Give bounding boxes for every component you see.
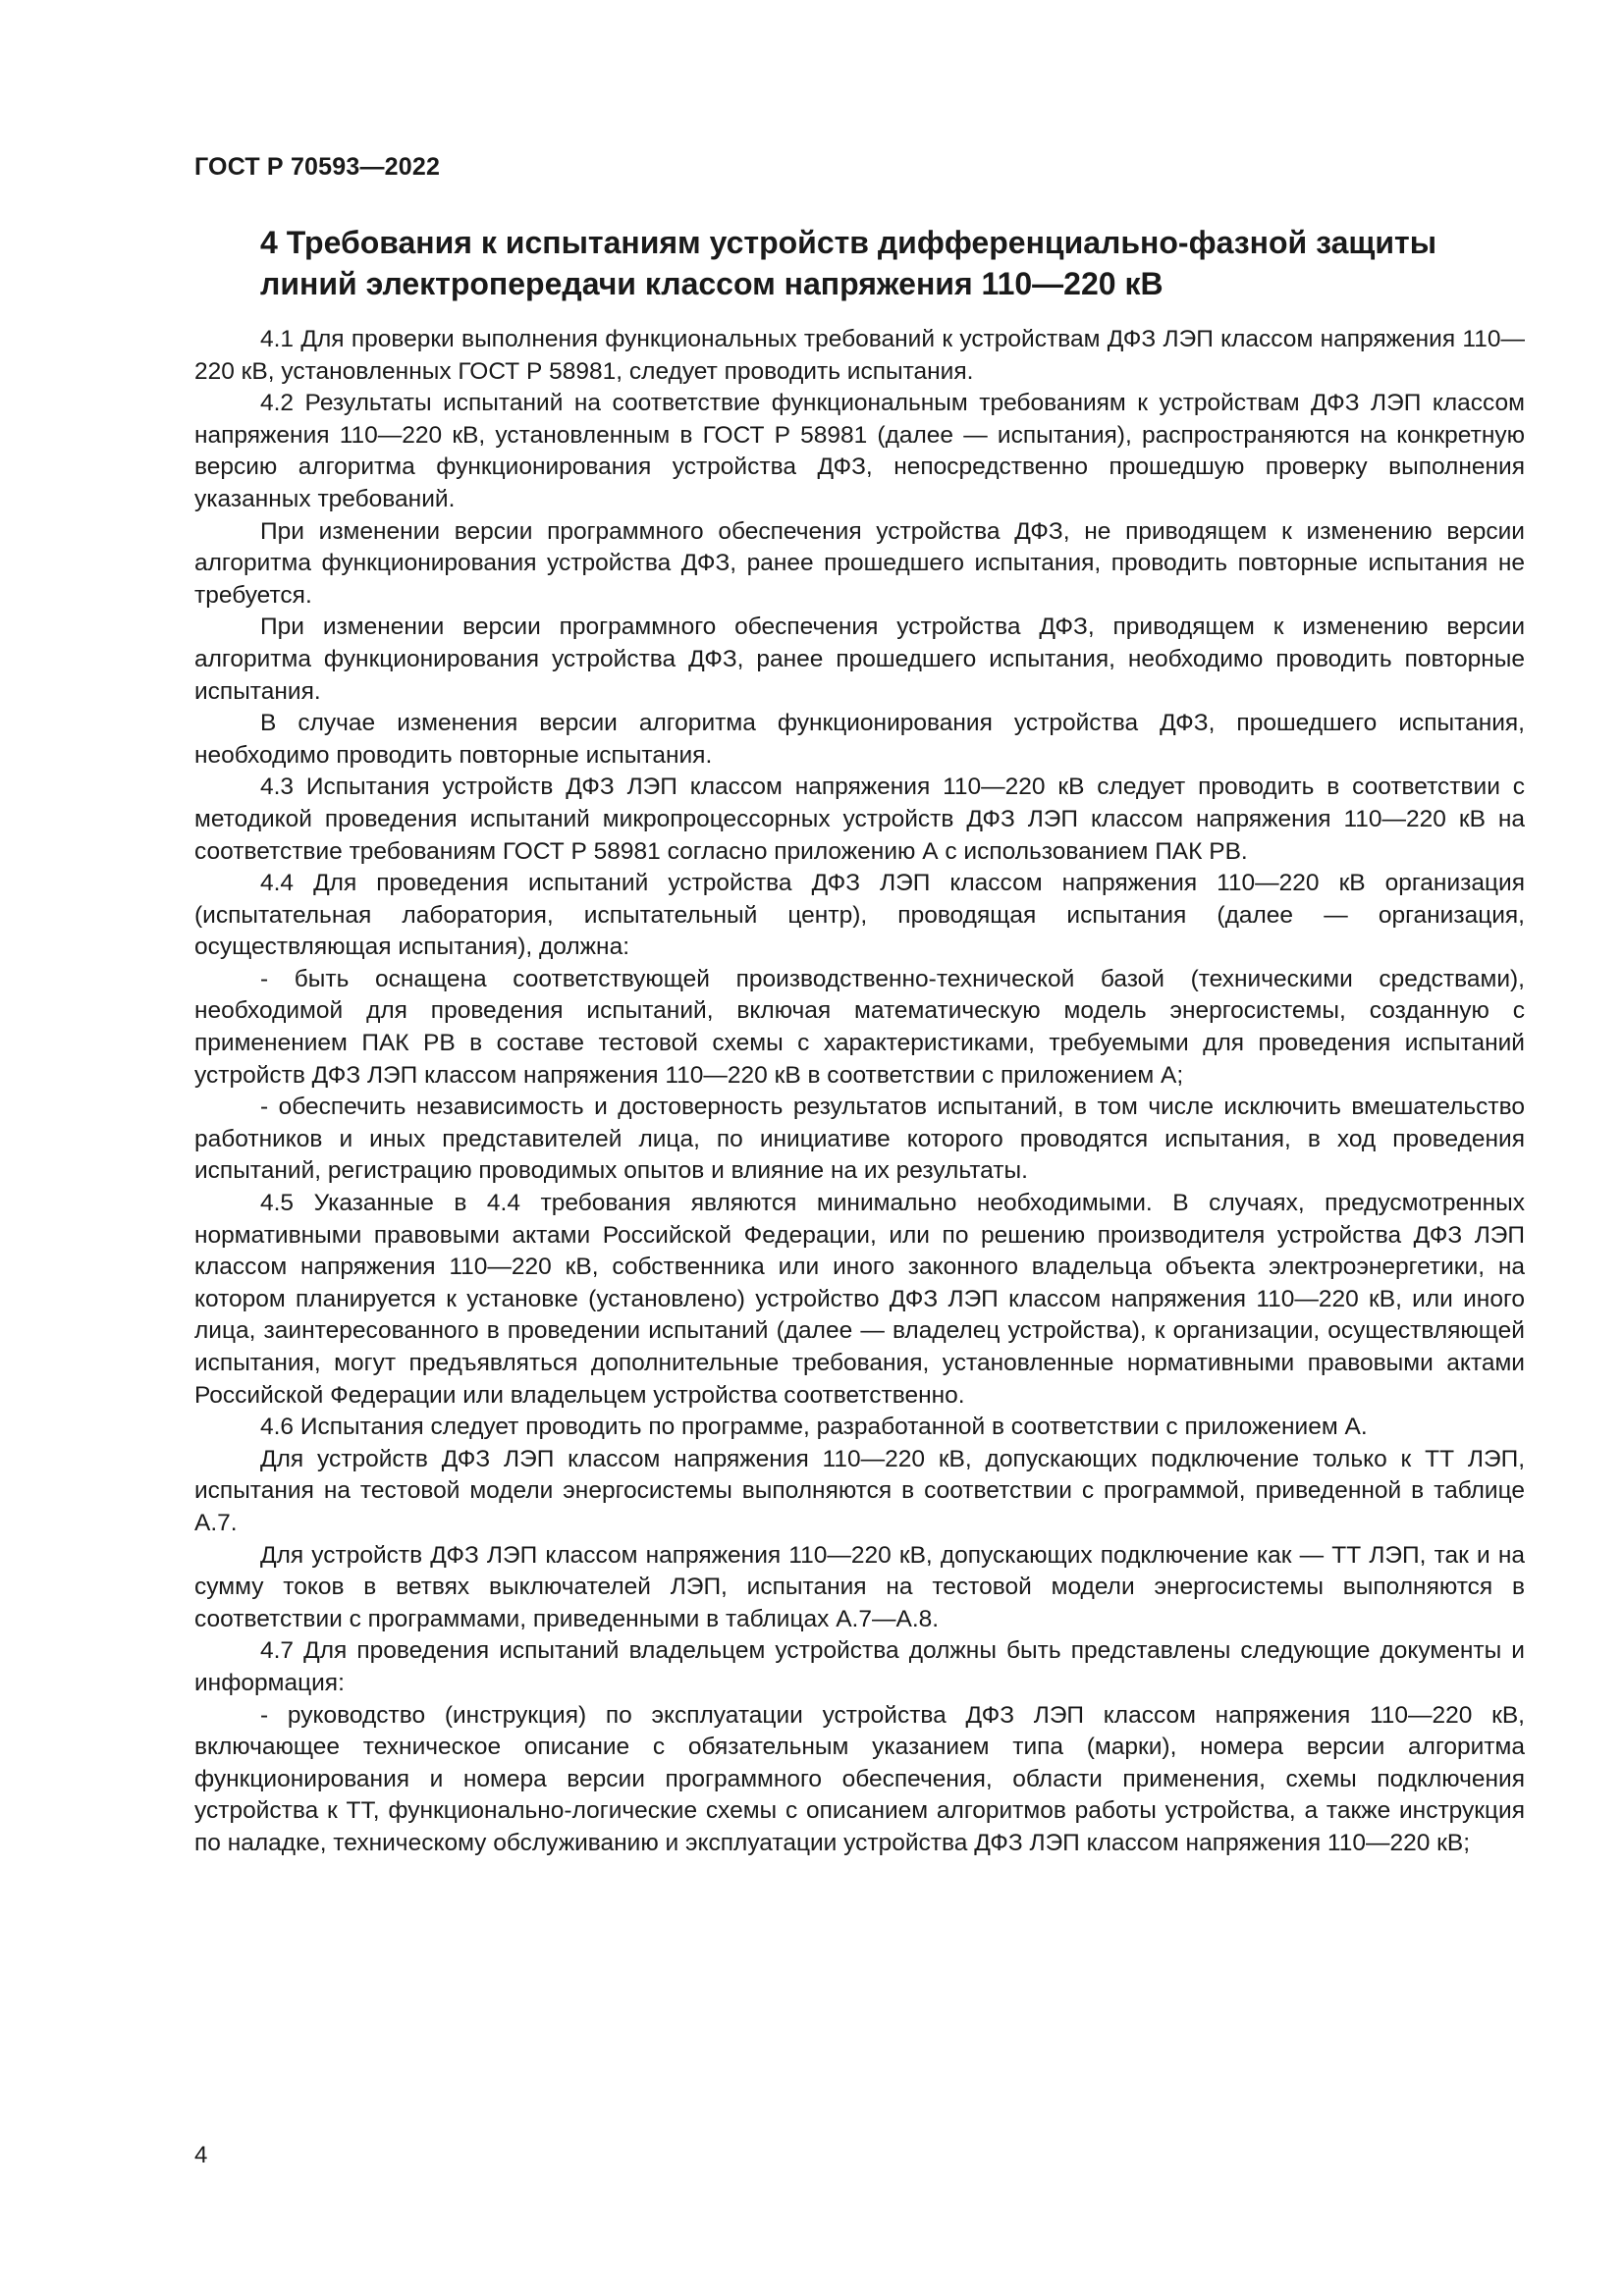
document-body	[194, 324, 1525, 1860]
document-code: ГОСТ Р 70593—2022	[194, 153, 441, 181]
paragraph: В случае изменения версии алгоритма функционирования устройства ДФЗ, прошедшего испытания, необходимо проводить повторные испытания.	[194, 710, 1525, 769]
paragraph: Для устройств ДФЗ ЛЭП классом напряжения 110—220 кВ, допускающих подключение как — ТТ ЛЭП, так и на сумму токов в ветвях выключателей ЛЭП, испытания на тестовой модели энергосистемы выполняются в соответствии с программами, приведенными в таблицах А.7—А.8.	[194, 1541, 1525, 1632]
list-item: - быть оснащена соответствующей производственно-технической базой (техническими средствами), необходимой для проведения испытаний, включая математическую модель энергосистемы, созданную с применением ПАК РВ в составе тестовой схемы с характеристиками, требуемыми для проведения испытаний устройств ДФЗ ЛЭП классом напряжения 110—220 кВ в соответствии с приложением А;	[194, 965, 1525, 1089]
paragraph-4-6: 4.6 Испытания следует проводить по программе, разработанной в соответствии с приложением А.	[260, 1414, 1368, 1441]
list-item: - обеспечить независимость и достоверность результатов испытаний, в том числе исключить вмешательство работников и иных представителей лица, по инициативе которого проводятся испытания, в ход проведения испытаний, регистрацию проводимых опытов и влияние на их результаты.	[194, 1094, 1525, 1185]
section-title: 4 Требования к испытаниям устройств дифференциально-фазной защиты линий электропередачи классом напряжения 110—220 кВ	[260, 225, 1437, 301]
paragraph-4-7: 4.7 Для проведения испытаний владельцем устройства должны быть представлены следующие документы и информация:	[194, 1637, 1525, 1696]
paragraph: Для устройств ДФЗ ЛЭП классом напряжения 110—220 кВ, допускающих подключение только к ТТ ЛЭП, испытания на тестовой модели энергосистемы выполняются в соответствии с программой, приведенной в таблице А.7.	[194, 1445, 1525, 1536]
paragraph-4-5: 4.5 Указанные в 4.4 требования являются минимально необходимыми. В случаях, предусмотренных нормативными правовыми актами Российской Федерации, или по решению производителя устройства ДФЗ ЛЭП классом напряжения 110—220 кВ, собственника или иного законного владельца объекта электроэнергетики, на котором планируется к установке (установлено) устройство ДФЗ ЛЭП классом напряжения 110—220 кВ, или иного лица, заинтересованного в проведении испытаний (далее — владелец устройства), к организации, осуществляющей испытания, могут предъявляться дополнительные требования, установленные нормативными правовыми актами Российской Федерации или владельцем устройства соответственно.	[194, 1190, 1525, 1409]
paragraph: При изменении версии программного обеспечения устройства ДФЗ, не приводящем к изменению версии алгоритма функционирования устройства ДФЗ, ранее прошедшего испытания, проводить повторные испытания не требуется.	[194, 517, 1525, 609]
paragraph-4-1: 4.1 Для проверки выполнения функциональных требований к устройствам ДФЗ ЛЭП классом напряжения 110—220 кВ, установленных ГОСТ Р 58981, следует проводить испытания.	[194, 326, 1525, 385]
paragraph: При изменении версии программного обеспечения устройства ДФЗ, приводящем к изменению версии алгоритма функционирования устройства ДФЗ, ранее прошедшего испытания, необходимо проводить повторные испытания.	[194, 614, 1525, 705]
paragraph-4-2: 4.2 Результаты испытаний на соответствие функциональным требованиям к устройствам ДФЗ ЛЭП классом напряжения 110—220 кВ, установленным в ГОСТ Р 58981 (далее — испытания), распространяются на конкретную версию алгоритма функционирования устройства ДФЗ, непосредственно прошедшую проверку выполнения указанных требований.	[194, 390, 1525, 512]
list-item: - руководство (инструкция) по эксплуатации устройства ДФЗ ЛЭП классом напряжения 110—220 кВ, включающее техническое описание с обязательным указанием типа (марки), номера версии алгоритма функционирования и номера версии программного обеспечения, области применения, схемы подключения устройства к ТТ, функционально-логические схемы с описанием алгоритмов работы устройства, а также инструкция по наладке, техническому обслуживанию и эксплуатации устройства ДФЗ ЛЭП классом напряжения 110—220 кВ;	[194, 1701, 1525, 1856]
paragraph-4-3: 4.3 Испытания устройств ДФЗ ЛЭП классом напряжения 110—220 кВ следует проводить в соответствии с методикой проведения испытаний микропроцессорных устройств ДФЗ ЛЭП классом напряжения 110—220 кВ на соответствие требованиям ГОСТ Р 58981 согласно приложению А с использованием ПАК РВ.	[194, 774, 1525, 865]
paragraph-4-4: 4.4 Для проведения испытаний устройства ДФЗ ЛЭП классом напряжения 110—220 кВ организация (испытательная лаборатория, испытательный центр), проводящая испытания (далее — организация, осуществляющая испытания), должна:	[194, 870, 1525, 961]
page-number: 4	[194, 2142, 208, 2168]
